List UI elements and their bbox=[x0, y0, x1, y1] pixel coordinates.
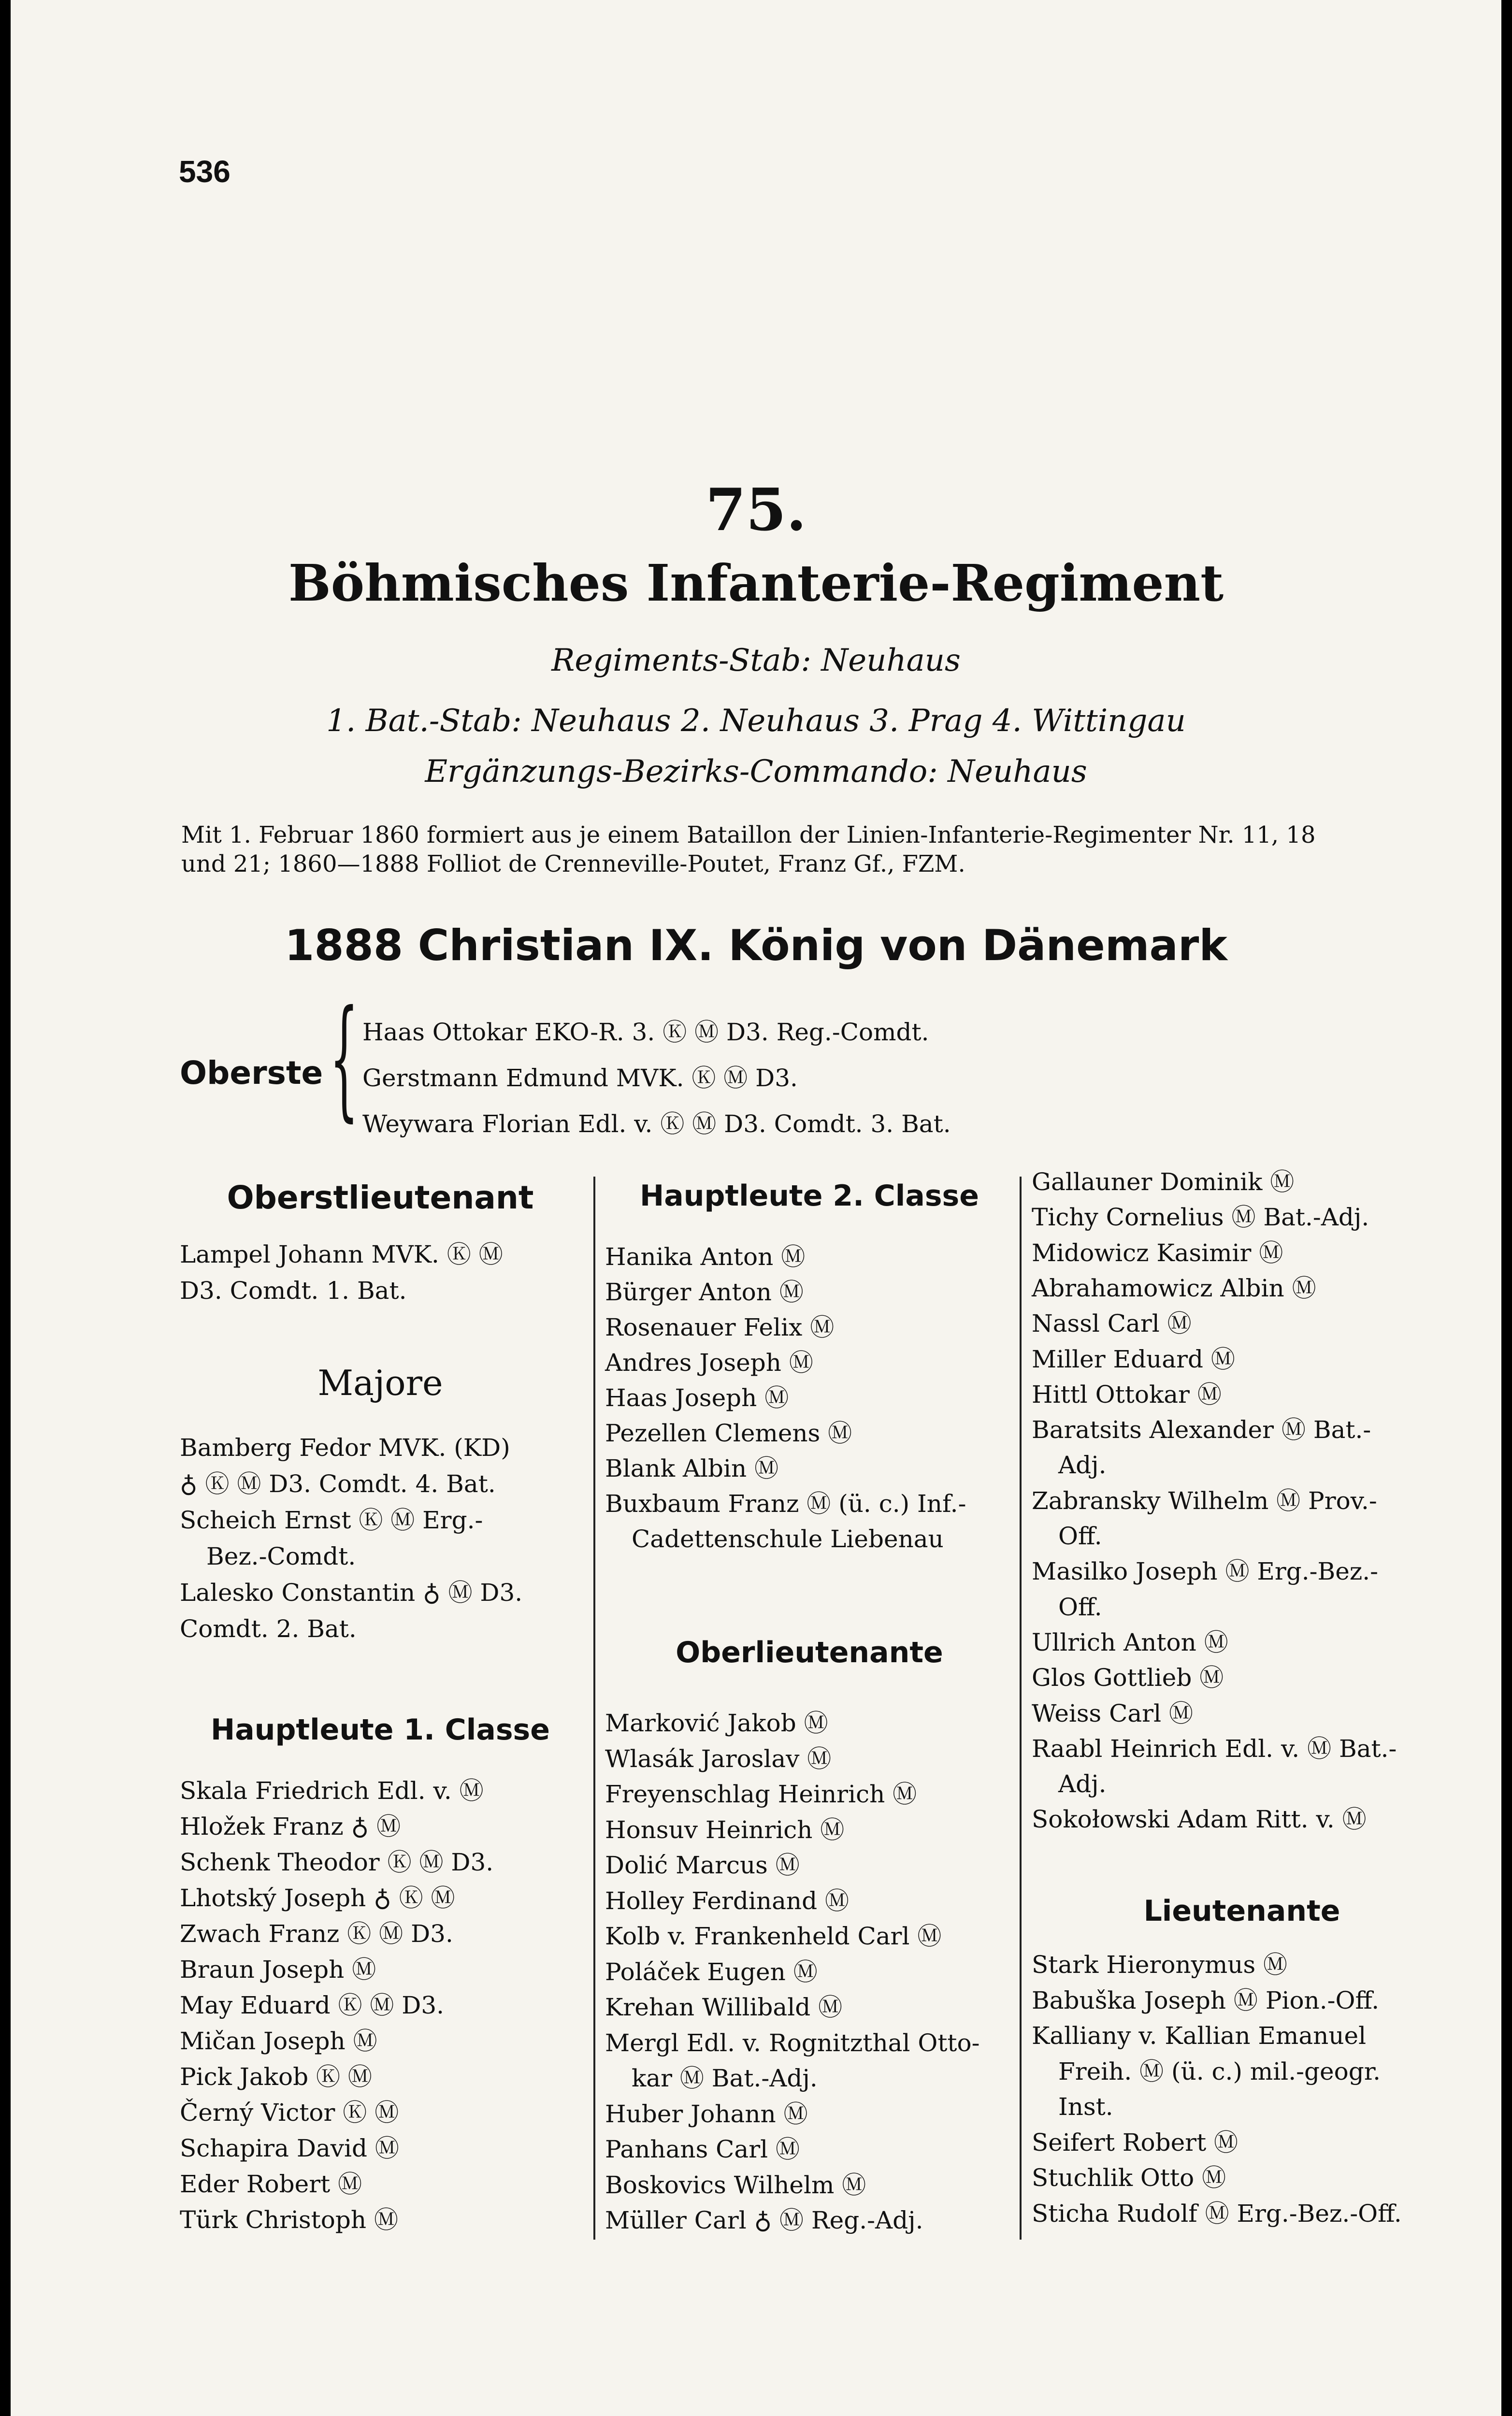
list-entry: Glos Gottlieb Ⓜ bbox=[1032, 1664, 1224, 1692]
list-entry: ♁ Ⓚ Ⓜ D3. Comdt. 4. Bat. bbox=[180, 1470, 496, 1498]
list-entry: Nassl Carl Ⓜ bbox=[1032, 1309, 1192, 1338]
list-entry: Haas Joseph Ⓜ bbox=[605, 1384, 789, 1412]
list-entry: May Eduard Ⓚ Ⓜ D3. bbox=[180, 1991, 445, 2019]
list-entry: Lhotský Joseph ♁ Ⓚ Ⓜ bbox=[180, 1884, 455, 1912]
list-entry: Stark Hieronymus Ⓜ bbox=[1032, 1951, 1288, 1979]
regiment-number: 75. bbox=[706, 476, 806, 544]
list-entry: Tichy Cornelius Ⓜ Bat.-Adj. bbox=[1032, 1203, 1369, 1232]
list-entry: Inst. bbox=[1058, 2093, 1113, 2121]
list-entry: Schapira David Ⓜ bbox=[180, 2134, 399, 2162]
list-entry: Černý Victor Ⓚ Ⓜ bbox=[180, 2099, 399, 2127]
list-entry: Buxbaum Franz Ⓜ (ü. c.) Inf.- bbox=[605, 1490, 966, 1518]
column-divider-2 bbox=[1020, 1177, 1022, 2240]
hauptleute-1-heading: Hauptleute 1. Classe bbox=[211, 1713, 550, 1747]
list-entry: Stuchlik Otto Ⓜ bbox=[1032, 2164, 1226, 2192]
list-entry: Müller Carl ♁ Ⓜ Reg.-Adj. bbox=[605, 2206, 923, 2234]
inhaber-heading: 1888 Christian IX. König von Dänemark bbox=[285, 920, 1227, 970]
lieutenante-heading: Lieutenante bbox=[1143, 1894, 1340, 1928]
list-entry: Panhans Carl Ⓜ bbox=[605, 2135, 800, 2163]
list-entry: Eder Robert Ⓜ bbox=[180, 2170, 362, 2198]
list-entry: Comdt. 2. Bat. bbox=[180, 1615, 357, 1643]
list-entry: Andres Joseph Ⓜ bbox=[605, 1349, 813, 1377]
list-entry: Poláček Eugen Ⓜ bbox=[605, 1957, 818, 1986]
oberste-entry: Gerstmann Edmund MVK. Ⓚ Ⓜ D3. bbox=[362, 1064, 798, 1092]
list-entry: Gallauner Dominik Ⓜ bbox=[1032, 1168, 1295, 1196]
list-entry: Hittl Ottokar Ⓜ bbox=[1032, 1380, 1222, 1409]
regiment-name: Böhmisches Infanterie-Regiment bbox=[288, 553, 1224, 613]
list-entry: Sticha Rudolf Ⓜ Erg.-Bez.-Off. bbox=[1032, 2199, 1402, 2228]
list-entry: Mergl Edl. v. Rognitzthal Otto- bbox=[605, 2028, 980, 2057]
page-number: 536 bbox=[179, 154, 230, 189]
list-entry: Marković Jakob Ⓜ bbox=[605, 1709, 828, 1737]
list-entry: Off. bbox=[1058, 1522, 1102, 1550]
list-entry: Braun Joseph Ⓜ bbox=[180, 1956, 376, 1984]
list-entry: Freyenschlag Heinrich Ⓜ bbox=[605, 1780, 917, 1808]
oberstlieutenant-heading: Oberstlieutenant bbox=[227, 1179, 534, 1216]
list-entry: Blank Albin Ⓜ bbox=[605, 1454, 779, 1482]
list-entry: Wlasák Jaroslav Ⓜ bbox=[605, 1744, 832, 1773]
list-entry: Midowicz Kasimir Ⓜ bbox=[1032, 1238, 1283, 1267]
list-entry: Hložek Franz ♁ Ⓜ bbox=[180, 1812, 401, 1841]
oberste-entry: Weywara Florian Edl. v. Ⓚ Ⓜ D3. Comdt. 3. Bat. bbox=[362, 1110, 951, 1138]
list-entry: Off. bbox=[1058, 1593, 1102, 1621]
history-line-1: Mit 1. Februar 1860 formiert aus je einem Bataillon der Linien-Infanterie-Regimenter Nr. 11, 18 bbox=[181, 821, 1316, 848]
list-entry: Baratsits Alexander Ⓜ Bat.- bbox=[1032, 1416, 1371, 1444]
list-entry: Zwach Franz Ⓚ Ⓜ D3. bbox=[180, 1920, 453, 1948]
list-entry: Bürger Anton Ⓜ bbox=[605, 1278, 804, 1306]
list-entry: Lampel Johann MVK. Ⓚ Ⓜ bbox=[180, 1240, 503, 1268]
list-entry: Sokołowski Adam Ritt. v. Ⓜ bbox=[1032, 1805, 1367, 1834]
list-entry: Kalliany v. Kallian Emanuel bbox=[1032, 2022, 1367, 2050]
bataillon-stab: 1. Bat.-Stab: Neuhaus 2. Neuhaus 3. Prag 4. Wittingau bbox=[326, 703, 1186, 739]
list-entry: Abrahamowicz Albin Ⓜ bbox=[1032, 1274, 1316, 1302]
oberste-entry: Haas Ottokar EKO-R. 3. Ⓚ Ⓜ D3. Reg.-Comdt. bbox=[362, 1018, 929, 1046]
column-divider-1 bbox=[593, 1177, 595, 2240]
list-entry: Pick Jakob Ⓚ Ⓜ bbox=[180, 2063, 372, 2091]
list-entry: Cadettenschule Liebenau bbox=[632, 1525, 944, 1553]
list-entry: Dolić Marcus Ⓜ bbox=[605, 1851, 800, 1879]
list-entry: Freih. Ⓜ (ü. c.) mil.-geogr. bbox=[1058, 2057, 1381, 2085]
list-entry: Mičan Joseph Ⓜ bbox=[180, 2027, 377, 2055]
list-entry: Huber Johann Ⓜ bbox=[605, 2100, 808, 2128]
regiments-stab: Regiments-Stab: Neuhaus bbox=[551, 643, 961, 678]
list-entry: Kolb v. Frankenheld Carl Ⓜ bbox=[605, 1922, 942, 1950]
list-entry: Rosenauer Felix Ⓜ bbox=[605, 1313, 835, 1341]
list-entry: Lalesko Constantin ♁ Ⓜ D3. bbox=[180, 1579, 523, 1607]
hauptleute-2-heading: Hauptleute 2. Classe bbox=[640, 1179, 979, 1213]
list-entry: Boskovics Wilhelm Ⓜ bbox=[605, 2171, 866, 2199]
list-entry: Raabl Heinrich Edl. v. Ⓜ Bat.- bbox=[1032, 1734, 1397, 1763]
oberste-brace: { bbox=[330, 982, 359, 1134]
list-entry: Ullrich Anton Ⓜ bbox=[1032, 1628, 1228, 1656]
list-entry: Adj. bbox=[1058, 1451, 1107, 1480]
list-entry: Bez.-Comdt. bbox=[206, 1542, 356, 1570]
list-entry: Türk Christoph Ⓜ bbox=[180, 2206, 398, 2234]
list-entry: D3. Comdt. 1. Bat. bbox=[180, 1277, 407, 1305]
list-entry: Scheich Ernst Ⓚ Ⓜ Erg.- bbox=[180, 1506, 483, 1534]
list-entry: Skala Friedrich Edl. v. Ⓜ bbox=[180, 1777, 484, 1805]
list-entry: Krehan Willibald Ⓜ bbox=[605, 1993, 843, 2021]
list-entry: Seifert Robert Ⓜ bbox=[1032, 2128, 1238, 2157]
list-entry: Adj. bbox=[1058, 1770, 1107, 1798]
list-entry: Bamberg Fedor MVK. (KD) bbox=[180, 1434, 510, 1462]
list-entry: Schenk Theodor Ⓚ Ⓜ D3. bbox=[180, 1848, 494, 1876]
majore-heading: Majore bbox=[317, 1363, 443, 1403]
list-entry: kar Ⓜ Bat.-Adj. bbox=[632, 2064, 818, 2092]
oberste-label: Oberste bbox=[180, 1054, 323, 1092]
list-entry: Babuška Joseph Ⓜ Pion.-Off. bbox=[1032, 1986, 1380, 2014]
list-entry: Honsuv Heinrich Ⓜ bbox=[605, 1815, 845, 1844]
list-entry: Miller Eduard Ⓜ bbox=[1032, 1345, 1235, 1373]
list-entry: Hanika Anton Ⓜ bbox=[605, 1243, 806, 1271]
history-line-2: und 21; 1860—1888 Folliot de Crenneville-Poutet, Franz Gf., FZM. bbox=[181, 850, 965, 877]
list-entry: Holley Ferdinand Ⓜ bbox=[605, 1886, 849, 1915]
list-entry: Pezellen Clemens Ⓜ bbox=[605, 1419, 852, 1447]
oberlieutenante-heading: Oberlieutenante bbox=[676, 1636, 943, 1669]
list-entry: Weiss Carl Ⓜ bbox=[1032, 1699, 1193, 1727]
list-entry: Masilko Joseph Ⓜ Erg.-Bez.- bbox=[1032, 1557, 1378, 1586]
list-entry: Zabransky Wilhelm Ⓜ Prov.- bbox=[1032, 1486, 1377, 1515]
ergaenzungs-commando: Ergänzungs-Bezirks-Commando: Neuhaus bbox=[425, 754, 1087, 790]
